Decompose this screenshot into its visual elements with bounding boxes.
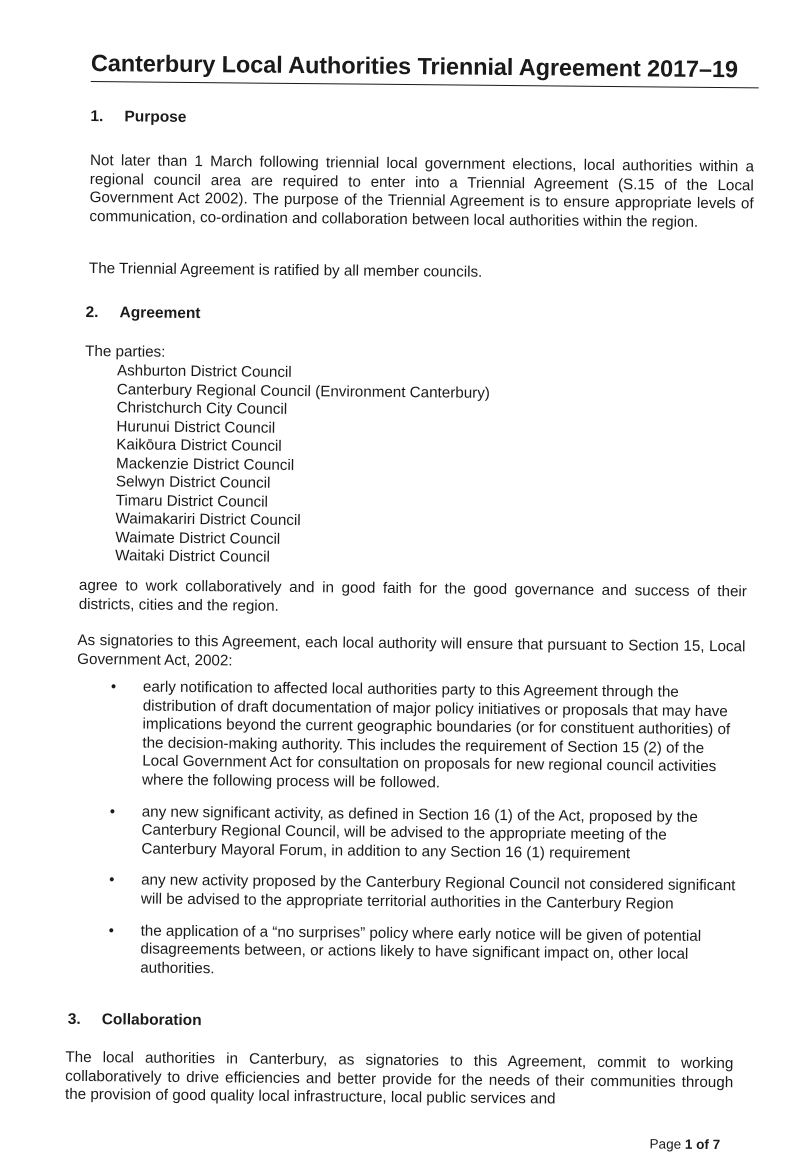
list-item bbox=[109, 802, 742, 865]
list-item-text: the application of a “no surprises” policy where early notice will be given of potential disagreements between, or actions likely to have significant impact on, other local authorities. bbox=[140, 922, 702, 977]
bullet-icon: • bbox=[108, 921, 114, 939]
list-item: Hurunui District Council bbox=[116, 417, 276, 437]
list-item: Selwyn District Council bbox=[115, 473, 271, 492]
section-heading-collaboration bbox=[68, 1011, 202, 1031]
list-item: Timaru District Council bbox=[115, 491, 269, 511]
list-item: Christchurch City Council bbox=[116, 399, 288, 418]
list-item-text: any new activity proposed by the Canterbury Regional Council not considered significant will be advised to the appropriate territorial authorities in the Canterbury Region bbox=[140, 871, 736, 913]
section-number: 2. bbox=[85, 303, 99, 322]
purpose-paragraph-1: Not later than 1 March following triennial local government elections, local authorities within a regional council area are required to enter into a Triennial Agreement (S.15 of the Local Government Act 2002). The purpose of the Triennial Agreement is to ensure appropriate levels of communication, co-ordination and collaboration between local authorities within the region. bbox=[89, 152, 755, 231]
bullet-icon: • bbox=[109, 871, 115, 889]
list-item: Waitaki District Council bbox=[115, 547, 271, 566]
signatories-paragraph: As signatories to this Agreement, each local authority will ensure that pursuant to Section 15, Local Government Act, 2002: bbox=[77, 631, 746, 669]
page-word: Page bbox=[649, 1136, 682, 1152]
section-title: Collaboration bbox=[101, 1011, 202, 1030]
parties-list bbox=[115, 362, 490, 569]
list-item bbox=[110, 678, 743, 796]
parties-intro: The parties: bbox=[85, 342, 166, 361]
section-heading-purpose bbox=[90, 108, 186, 128]
list-item: Mackenzie District Council bbox=[116, 454, 295, 474]
section-heading-agreement bbox=[85, 304, 200, 324]
page-of-word: of bbox=[696, 1136, 709, 1152]
page-number bbox=[650, 1135, 721, 1154]
section-title: Purpose bbox=[124, 108, 187, 126]
list-item-text: early notification to affected local authorities party to this Agreement through the distribution of draft documentation of major policy initiatives or proposals that may have implications beyond the current geographic boundaries (or for constituent authorities) of the decision-making authority. This includes the requirement of Section 15 (2) of the Local Government Act for consultation on proposals for new regional council activities where the following process will be followed. bbox=[141, 678, 731, 792]
section-number: 3. bbox=[67, 1010, 81, 1028]
list-item: Kaikōura District Council bbox=[116, 436, 282, 455]
section-title: Agreement bbox=[119, 304, 201, 323]
page-current: 1 bbox=[684, 1136, 693, 1152]
list-item: Waimate District Council bbox=[115, 528, 281, 548]
list-item: Canterbury Regional Council (Environment Canterbury) bbox=[116, 380, 491, 402]
list-item-text: any new significant activity, as defined in Section 16 (1) of the Act, proposed by the Canterbury Regional Council, will be advised to the appropriate meeting of the Canterbury Mayoral Forum, in addition to any Section 16 (1) requirement bbox=[141, 803, 698, 862]
list-item bbox=[109, 871, 741, 915]
obligations-list bbox=[108, 678, 743, 997]
purpose-paragraph-2: The Triennial Agreement is ratified by all member councils. bbox=[88, 260, 483, 281]
document-title: Canterbury Local Authorities Triennial Agreement 2017–19 bbox=[90, 50, 738, 83]
section-number: 1. bbox=[90, 108, 104, 126]
agreement-after-parties: agree to work collaboratively and in good faith for the good governance and success of their districts, cities and the region. bbox=[78, 576, 747, 615]
page-total: 7 bbox=[712, 1137, 721, 1153]
list-item bbox=[108, 921, 741, 984]
collaboration-paragraph: The local authorities in Canterbury, as signatories to this Agreement, commit to working collaboratively to drive efficiencies and better provide for the needs of their communities through the provision of good quality local infrastructure, local public services and bbox=[64, 1048, 734, 1108]
list-item: Ashburton District Council bbox=[116, 362, 292, 381]
list-item: Waimakariri District Council bbox=[115, 510, 301, 530]
bullet-icon: • bbox=[109, 802, 116, 820]
bullet-icon: • bbox=[110, 678, 117, 696]
